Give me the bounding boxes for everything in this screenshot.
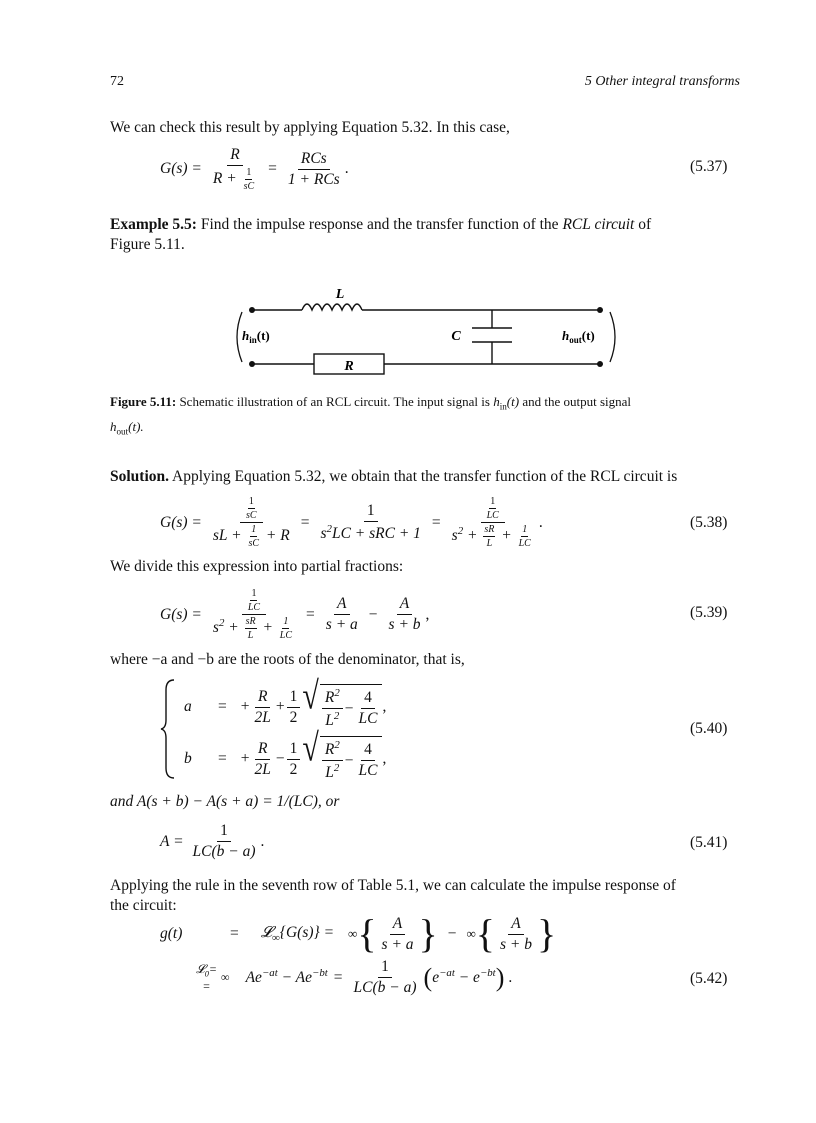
running-header: 5 Other integral transforms [584,74,740,89]
equation-number: (5.42) [690,970,728,987]
eq-lhs: A = [160,832,184,850]
figure-caption [110,392,740,441]
root-a: a = + $\frac{R}{2L}$ + $\frac{1}{2}$ √ $\frac{R^2}{L^2}$ − $\frac{4}{LC}$ , [184,674,387,730]
inductor-coil [302,304,362,310]
rcl-circuit-figure [228,282,620,382]
label-L: L [335,287,345,302]
frac-num: R [227,146,242,166]
equation-5-38: G(s) = $\frac{1}{sC}$ sL + $\frac{1}{sC}$ + R = $\frac{1}{s^2LC + sRC + 1}$ = $\frac{1}{LC}$ $s^2$ + $\frac{sR}{L}$ + $\frac{1}{LC}$ . [160,496,543,549]
label-hin: $h_{in}(t)$ [242,328,270,345]
example-text: Find the impulse response and the transfer function of the [200,216,559,233]
eq-tail: . [344,160,349,177]
equation-5-42-line1: g(t) = 𝓛$_\infty${G(s)} = ∞ { $\frac{A}{s + a}$ } − ∞ { $\frac{A}{s + b}$ } [160,911,557,956]
caption-text: Schematic illustration of an RCL circuit. The input signal is [179,394,490,409]
eq-lhs: G(s) = [160,513,202,531]
example-paragraph [110,215,740,235]
eq-lhs: G(s) = [160,605,202,623]
caption-symbol: h [493,394,500,409]
example-term: RCL circuit [562,216,635,233]
frac-den: 1 + RCs [287,170,340,188]
frac-num: RCs [298,150,330,170]
equation-number: (5.41) [690,834,728,851]
equation-number: (5.38) [690,514,728,531]
paragraph: We can check this result by applying Equation 5.32. In this case, [110,119,510,136]
equation-number: (5.39) [690,604,728,621]
terminal-dot [249,307,255,313]
caption-symbol: h [110,418,117,434]
equation-5-37: G(s) = R R + $\frac{1}{sC}$ = $\frac{\text{RCs}}{\text{1 + RCs}}$ . [160,146,349,192]
equation-5-42-line2: 𝓛$_0$= = ∞ $Ae^{-at} - Ae^{-bt}$ = $\frac{1}{LC(b - a)}$ ( $e^{-at} - e^{-bt}$ ) . [196,958,513,996]
equation-5-40 [160,674,420,782]
paragraph: the circuit: [110,897,177,914]
equation-5-41 [160,822,264,861]
paragraph: and A(s + b) − A(s + a) = 1/(LC), or [110,793,340,810]
label-hout: $h_{out}(t)$ [562,328,595,345]
label-C: C [451,329,461,344]
paragraph: where −a and −b are the roots of the denominator, that is, [110,651,465,668]
solution-text: Applying Equation 5.32, we obtain that the transfer function of the RCL circuit is [172,468,678,485]
frac-num: 1 [246,167,252,178]
frac-num: 1 [217,822,231,842]
solution-label: Solution. [110,468,170,485]
caption-subscript: in [499,401,507,412]
example-text-2: Figure 5.11. [110,236,185,253]
caption-symbol: (t). [128,418,144,434]
caption-text: and the output signal [522,394,632,409]
equation-number: (5.37) [690,158,728,175]
caption-subscript: out [116,426,129,437]
terminal-dot [597,361,603,367]
terminal-dot [597,307,603,313]
paragraph: We divide this expression into partial fractions: [110,558,404,575]
left-brace [160,678,176,780]
frac-den: LC(b − a) [192,843,256,860]
bracket-right [610,312,615,362]
label-R: R [344,359,354,374]
eq-tail: . [260,832,265,850]
page-number: 72 [110,74,124,89]
example-text: of [638,216,652,233]
root-b: b = + $\frac{R}{2L}$ − $\frac{1}{2}$ √ $\frac{R^2}{L^2}$ − $\frac{4}{LC}$ , [184,726,387,782]
eq-lhs: G(s) = [160,160,202,177]
solution-paragraph [110,467,677,487]
frac-den: sC [243,181,255,192]
paragraph: Applying the rule in the seventh row of Table 5.1, we can calculate the impulse response of [110,877,676,894]
equation-5-39: G(s) = $\frac{1}{LC}$ $s^2$ + $\frac{sR}{L}$ + $\frac{1}{LC}$ = $\frac{A}{s + a}$ − $\frac{A}{s + b}$ , [160,588,430,641]
example-label: Example 5.5: [110,216,197,233]
caption-label: Figure 5.11: [110,394,177,409]
equation-number: (5.40) [690,720,728,737]
terminal-dot [249,361,255,367]
caption-symbol: (t) [506,394,520,409]
frac-den: R + [212,170,237,188]
